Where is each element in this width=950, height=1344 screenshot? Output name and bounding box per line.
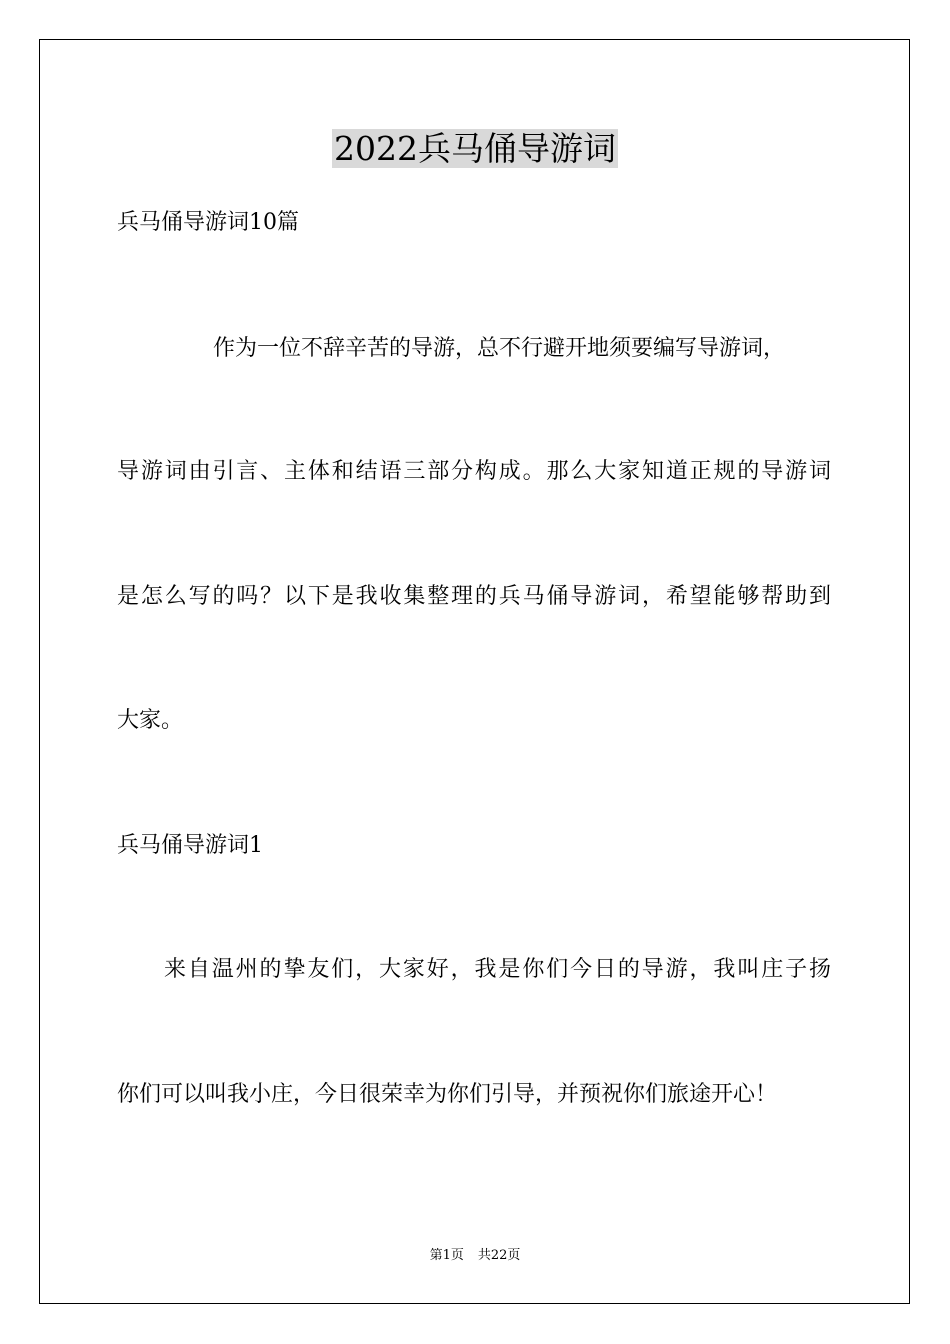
- intro-line-2: 导游词由引言、主体和结语三部分构成。那么大家知道正规的导游词: [117, 459, 831, 484]
- document-title: 2022兵马俑导游词: [334, 129, 616, 168]
- intro-line-3: 是怎么写的吗？以下是我收集整理的兵马俑导游词，希望能够帮助到: [117, 584, 831, 609]
- page-total: 共22页: [477, 1248, 521, 1263]
- page-number: 第1页: [429, 1248, 464, 1263]
- intro-line-1: 作为一位不辞辛苦的导游，总不行避开地须要编写导游词，: [213, 336, 786, 361]
- section-line-1: 来自温州的挚友们，大家好，我是你们今日的导游，我叫庄子扬: [164, 957, 831, 982]
- page-footer: [0, 1247, 950, 1265]
- section-heading: 兵马俑导游词1: [117, 833, 263, 858]
- intro-line-4: 大家。: [117, 708, 184, 733]
- document-subtitle: 兵马俑导游词10篇: [117, 210, 299, 235]
- section-line-2: 你们可以叫我小庄，今日很荣幸为你们引导，并预祝你们旅途开心！: [117, 1082, 778, 1107]
